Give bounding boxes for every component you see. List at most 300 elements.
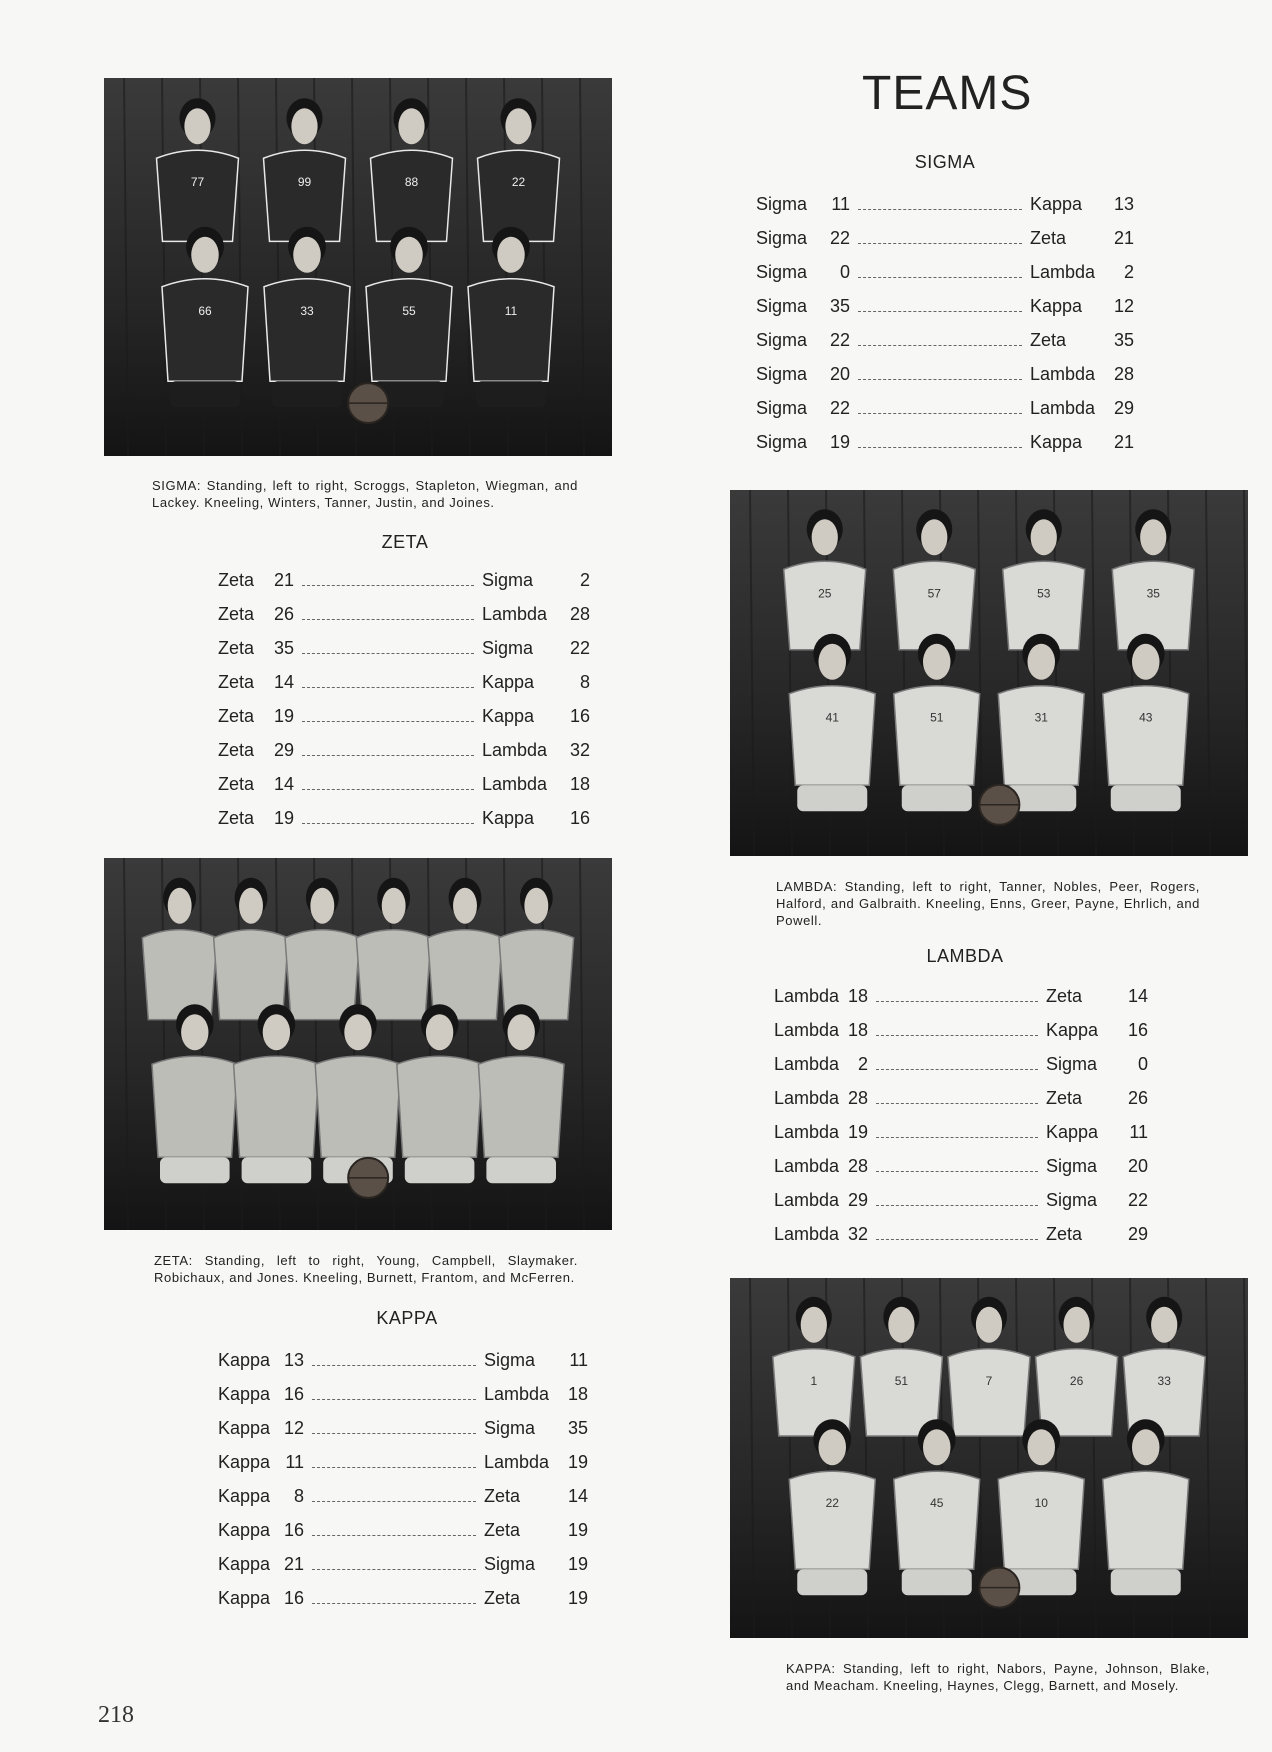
dotted-leader: [302, 643, 474, 654]
team-name: Kappa: [218, 1418, 271, 1438]
dotted-leader: [312, 1559, 476, 1570]
team-name: Lambda: [774, 1224, 840, 1244]
face: [293, 237, 321, 273]
dotted-leader: [876, 1093, 1038, 1104]
score-row: [218, 638, 598, 672]
dotted-leader: [858, 403, 1022, 414]
legs: [170, 381, 240, 407]
team-score: 26: [273, 604, 294, 624]
opponent-name: Sigma: [1046, 1054, 1098, 1074]
jersey-number: 31: [1034, 710, 1048, 725]
opponent-score: 28: [569, 604, 590, 624]
opponent-score: 20: [1127, 1156, 1148, 1176]
face: [344, 1014, 371, 1050]
dotted-leader: [302, 711, 474, 722]
score-row: [218, 1486, 598, 1520]
jersey-number: 1: [810, 1373, 818, 1388]
team-score: 19: [847, 1122, 868, 1142]
legs: [902, 785, 972, 811]
opponent-name: Kappa: [482, 706, 535, 726]
dotted-leader: [876, 1025, 1038, 1036]
face: [818, 1429, 846, 1465]
team-score: 32: [847, 1224, 868, 1244]
sigma-heading: SIGMA: [914, 152, 976, 172]
opponent-name: Sigma: [484, 1418, 536, 1438]
team-score: 18: [847, 986, 868, 1006]
opponent-score: 19: [567, 1520, 588, 1540]
score-row: [218, 740, 598, 774]
page-title: TEAMS: [862, 67, 1033, 120]
face: [453, 888, 477, 924]
dotted-leader: [858, 267, 1022, 278]
face: [1132, 1429, 1160, 1465]
jersey: [478, 150, 560, 241]
face: [923, 644, 951, 680]
jersey-number: 51: [930, 710, 944, 725]
score-row: [774, 1224, 1154, 1258]
team-score: 28: [847, 1156, 868, 1176]
kappa-team-photo: [730, 1278, 1248, 1638]
score-row: [774, 1088, 1154, 1122]
lambda-caption: LAMBDA: Standing, left to right, Tanner, Nobles, Peer, Rogers, Halford, and Galbraith. Kneeling, Enns, Greer, Payne, Ehrlich, and Powell.: [776, 879, 1200, 928]
opponent-name: Zeta: [484, 1520, 521, 1540]
face: [168, 888, 192, 924]
opponent-score: 19: [567, 1452, 588, 1472]
opponent-score: 11: [569, 1350, 588, 1370]
score-row: [218, 1350, 598, 1384]
opponent-score: 32: [569, 740, 590, 760]
zeta-team-photo: [104, 858, 612, 1230]
face: [1132, 644, 1160, 680]
score-row: [218, 672, 598, 706]
score-row: [756, 364, 1136, 398]
team-score: 29: [273, 740, 294, 760]
score-row: [756, 228, 1136, 262]
jersey: [397, 1056, 483, 1157]
dotted-leader: [876, 1059, 1038, 1070]
face: [812, 519, 838, 555]
score-row: [218, 706, 598, 740]
opponent-name: Sigma: [1046, 1156, 1098, 1176]
sigma-team-photo: [104, 78, 612, 456]
face: [291, 108, 317, 144]
lambda-heading: LAMBDA: [926, 946, 1004, 966]
opponent-score: 22: [569, 638, 590, 658]
dotted-leader: [312, 1389, 476, 1400]
legs: [1111, 1569, 1181, 1595]
score-row: [756, 398, 1136, 432]
jersey-number: 55: [402, 303, 416, 318]
team-score: 35: [829, 296, 850, 316]
team-score: 8: [293, 1486, 304, 1506]
team-name: Kappa: [218, 1520, 271, 1540]
face: [310, 888, 334, 924]
legs: [797, 785, 867, 811]
opponent-score: 11: [1129, 1122, 1148, 1142]
opponent-name: Sigma: [484, 1554, 536, 1574]
team-score: 19: [273, 808, 294, 828]
score-row: [774, 986, 1154, 1020]
team-name: Lambda: [774, 986, 840, 1006]
team-name: Kappa: [218, 1350, 271, 1370]
team-score: 20: [829, 364, 850, 384]
lambda-team-photo: [730, 490, 1248, 856]
dotted-leader: [312, 1355, 476, 1366]
team-name: Lambda: [774, 1088, 840, 1108]
face: [426, 1014, 453, 1050]
team-score: 22: [829, 398, 850, 418]
jersey: [1103, 1471, 1189, 1569]
dotted-leader: [876, 991, 1038, 1002]
team-score: 13: [283, 1350, 304, 1370]
jersey-number: 88: [404, 175, 419, 190]
opponent-score: 19: [567, 1588, 588, 1608]
jersey-number: 22: [511, 175, 526, 190]
dotted-leader: [858, 199, 1022, 210]
score-row: [218, 1384, 598, 1418]
face: [184, 108, 210, 144]
jersey-number: 33: [300, 303, 314, 318]
face: [239, 888, 263, 924]
opponent-score: 14: [567, 1486, 588, 1506]
team-score: 18: [847, 1020, 868, 1040]
dotted-leader: [858, 369, 1022, 380]
dotted-leader: [876, 1161, 1038, 1172]
score-row: [774, 1156, 1154, 1190]
opponent-name: Lambda: [482, 740, 548, 760]
team-name: Zeta: [218, 706, 255, 726]
jersey-number: 99: [297, 175, 312, 190]
jersey-number: 57: [927, 586, 941, 601]
legs: [902, 1569, 972, 1595]
jersey: [478, 1056, 564, 1157]
jersey-number: 22: [825, 1496, 839, 1511]
team-score: 21: [283, 1554, 304, 1574]
face: [921, 519, 947, 555]
team-name: Sigma: [756, 262, 808, 282]
jersey-number: 45: [930, 1496, 944, 1511]
jersey: [499, 930, 574, 1020]
dotted-leader: [312, 1423, 476, 1434]
score-row: [774, 1190, 1154, 1224]
jersey: [948, 1349, 1030, 1436]
legs: [1111, 785, 1181, 811]
opponent-name: Sigma: [482, 638, 534, 658]
legs: [486, 1157, 556, 1183]
kappa-heading: KAPPA: [376, 1308, 438, 1328]
face: [1151, 1307, 1177, 1343]
score-row: [756, 262, 1136, 296]
opponent-score: 22: [1127, 1190, 1148, 1210]
team-name: Zeta: [218, 774, 255, 794]
jersey: [162, 279, 248, 382]
team-score: 35: [273, 638, 294, 658]
opponent-name: Sigma: [1046, 1190, 1098, 1210]
opponent-score: 16: [569, 808, 590, 828]
opponent-score: 29: [1113, 398, 1134, 418]
opponent-score: 0: [1137, 1054, 1148, 1074]
score-row: [756, 194, 1136, 228]
opponent-name: Zeta: [1046, 1224, 1083, 1244]
opponent-score: 18: [569, 774, 590, 794]
team-score: 2: [857, 1054, 868, 1074]
dotted-leader: [302, 609, 474, 620]
score-row: [756, 296, 1136, 330]
dotted-leader: [302, 745, 474, 756]
opponent-name: Kappa: [1030, 432, 1083, 452]
legs: [476, 381, 546, 407]
kappa-score-list: [218, 1350, 598, 1622]
team-name: Zeta: [218, 604, 255, 624]
jersey-number: 35: [1146, 586, 1160, 601]
opponent-name: Lambda: [1030, 364, 1096, 384]
jersey-number: 66: [198, 303, 212, 318]
legs: [797, 1569, 867, 1595]
jersey: [356, 930, 431, 1020]
opponent-score: 21: [1113, 432, 1134, 452]
jersey: [894, 686, 980, 786]
team-name: Sigma: [756, 398, 808, 418]
dotted-leader: [302, 779, 474, 790]
dotted-leader: [858, 233, 1022, 244]
jersey: [789, 686, 875, 786]
jersey-number: 53: [1037, 586, 1051, 601]
dotted-leader: [876, 1229, 1038, 1240]
jersey: [234, 1056, 320, 1157]
dotted-leader: [302, 575, 474, 586]
opponent-name: Lambda: [1030, 262, 1096, 282]
face: [524, 888, 548, 924]
opponent-name: Lambda: [484, 1384, 550, 1404]
face: [508, 1014, 535, 1050]
dotted-leader: [858, 437, 1022, 448]
jersey-number: 51: [894, 1373, 909, 1388]
face: [888, 1307, 914, 1343]
zeta-score-list: [218, 570, 598, 842]
opponent-name: Lambda: [482, 774, 548, 794]
jersey: [998, 1471, 1084, 1569]
jersey: [468, 279, 554, 382]
team-score: 16: [283, 1588, 304, 1608]
dotted-leader: [302, 677, 474, 688]
dotted-leader: [858, 335, 1022, 346]
face: [1140, 519, 1166, 555]
score-row: [218, 1418, 598, 1452]
score-row: [218, 1520, 598, 1554]
opponent-name: Kappa: [482, 808, 535, 828]
team-score: 11: [285, 1452, 304, 1472]
team-score: 14: [273, 774, 294, 794]
dotted-leader: [312, 1593, 476, 1604]
dotted-leader: [302, 813, 474, 824]
team-name: Kappa: [218, 1588, 271, 1608]
opponent-name: Zeta: [484, 1588, 521, 1608]
legs: [405, 1157, 475, 1183]
kappa-photo-graphic: [730, 1278, 1248, 1638]
face: [1063, 1307, 1089, 1343]
face: [801, 1307, 827, 1343]
jersey: [315, 1056, 401, 1157]
score-row: [756, 432, 1136, 466]
opponent-name: Lambda: [482, 604, 548, 624]
opponent-score: 35: [1113, 330, 1134, 350]
jersey-number: 10: [1034, 1496, 1048, 1511]
team-name: Lambda: [774, 1122, 840, 1142]
score-row: [774, 1054, 1154, 1088]
team-name: Lambda: [774, 1020, 840, 1040]
jersey: [366, 279, 452, 382]
opponent-name: Zeta: [1030, 228, 1067, 248]
score-row: [218, 808, 598, 842]
team-name: Kappa: [218, 1452, 271, 1472]
face: [263, 1014, 290, 1050]
team-name: Kappa: [218, 1384, 271, 1404]
team-name: Zeta: [218, 808, 255, 828]
jersey: [157, 150, 239, 241]
jersey-number: 25: [818, 586, 832, 601]
opponent-score: 2: [579, 570, 590, 590]
team-score: 22: [829, 330, 850, 350]
opponent-name: Sigma: [484, 1350, 536, 1370]
team-name: Kappa: [218, 1486, 271, 1506]
zeta-photo-graphic: [104, 858, 612, 1230]
team-name: Sigma: [756, 228, 808, 248]
team-score: 0: [839, 262, 850, 282]
face: [976, 1307, 1002, 1343]
jersey-number: 43: [1139, 710, 1153, 725]
jersey: [285, 930, 360, 1020]
opponent-name: Kappa: [1030, 194, 1083, 214]
face: [1027, 644, 1055, 680]
opponent-score: 14: [1127, 986, 1148, 1006]
team-name: Zeta: [218, 570, 255, 590]
kappa-caption: KAPPA: Standing, left to right, Nabors, Payne, Johnson, Blake, and Meacham. Kneeling, Haynes, Clegg, Barnett, and Mosely.: [786, 1661, 1210, 1693]
score-row: [218, 1554, 598, 1588]
team-name: Lambda: [774, 1190, 840, 1210]
face: [1031, 519, 1057, 555]
jersey-number: 11: [504, 303, 518, 318]
opponent-score: 16: [1127, 1020, 1148, 1040]
opponent-score: 35: [567, 1418, 588, 1438]
jersey-number: 7: [985, 1373, 993, 1388]
jersey-number: 33: [1157, 1373, 1171, 1388]
jersey: [894, 1471, 980, 1569]
face: [923, 1429, 951, 1465]
team-score: 19: [273, 706, 294, 726]
jersey-number: 26: [1069, 1373, 1084, 1388]
face: [818, 644, 846, 680]
team-name: Zeta: [218, 638, 255, 658]
face: [505, 108, 531, 144]
legs: [242, 1157, 312, 1183]
opponent-score: 18: [567, 1384, 588, 1404]
team-score: 16: [283, 1384, 304, 1404]
opponent-score: 19: [567, 1554, 588, 1574]
opponent-name: Zeta: [1030, 330, 1067, 350]
jersey: [264, 279, 350, 382]
team-name: Zeta: [218, 672, 255, 692]
team-name: Sigma: [756, 330, 808, 350]
team-score: 11: [831, 194, 850, 214]
team-name: Lambda: [774, 1054, 840, 1074]
jersey: [1103, 686, 1189, 786]
score-row: [218, 604, 598, 638]
zeta-caption: ZETA: Standing, left to right, Young, Campbell, Slaymaker. Robichaux, and Jones. Kneeling, Burnett, Frantom, and McFerren.: [154, 1253, 578, 1285]
opponent-score: 13: [1113, 194, 1134, 214]
opponent-score: 21: [1113, 228, 1134, 248]
opponent-name: Lambda: [1030, 398, 1096, 418]
face: [181, 1014, 208, 1050]
jersey-number: 41: [825, 710, 839, 725]
team-score: 22: [829, 228, 850, 248]
face: [398, 108, 424, 144]
opponent-score: 2: [1123, 262, 1134, 282]
score-row: [218, 774, 598, 808]
opponent-name: Zeta: [1046, 986, 1083, 1006]
team-score: 12: [283, 1418, 304, 1438]
opponent-score: 8: [579, 672, 590, 692]
team-name: Kappa: [218, 1554, 271, 1574]
opponent-score: 29: [1127, 1224, 1148, 1244]
team-score: 29: [847, 1190, 868, 1210]
opponent-score: 26: [1127, 1088, 1148, 1108]
opponent-score: 16: [569, 706, 590, 726]
dotted-leader: [858, 301, 1022, 312]
team-score: 28: [847, 1088, 868, 1108]
opponent-name: Kappa: [1046, 1020, 1099, 1040]
score-row: [218, 1452, 598, 1486]
dotted-leader: [312, 1525, 476, 1536]
jersey-number: 77: [190, 175, 205, 190]
dotted-leader: [312, 1491, 476, 1502]
zeta-heading: ZETA: [381, 532, 429, 552]
team-name: Lambda: [774, 1156, 840, 1176]
opponent-name: Kappa: [1046, 1122, 1099, 1142]
face: [191, 237, 219, 273]
opponent-name: Sigma: [482, 570, 534, 590]
team-score: 16: [283, 1520, 304, 1540]
opponent-name: Kappa: [1030, 296, 1083, 316]
sigma-score-list: [756, 194, 1136, 466]
jersey: [998, 686, 1084, 786]
face: [1027, 1429, 1055, 1465]
opponent-name: Zeta: [484, 1486, 521, 1506]
sigma-photo-graphic: [104, 78, 612, 456]
face: [382, 888, 406, 924]
sigma-caption: SIGMA: Standing, left to right, Scroggs, Stapleton, Wiegman, and Lackey. Kneeling, Winters, Tanner, Justin, and Joines.: [152, 478, 578, 510]
team-score: 14: [273, 672, 294, 692]
team-name: Sigma: [756, 432, 808, 452]
dotted-leader: [876, 1195, 1038, 1206]
opponent-score: 12: [1113, 296, 1134, 316]
score-row: [774, 1122, 1154, 1156]
team-score: 21: [273, 570, 294, 590]
team-name: Sigma: [756, 194, 808, 214]
opponent-name: Lambda: [484, 1452, 550, 1472]
team-name: Sigma: [756, 364, 808, 384]
score-row: [218, 570, 598, 604]
legs: [272, 381, 342, 407]
face: [395, 237, 423, 273]
lambda-photo-graphic: [730, 490, 1248, 856]
legs: [160, 1157, 230, 1183]
jersey: [789, 1471, 875, 1569]
dotted-leader: [312, 1457, 476, 1468]
dotted-leader: [876, 1127, 1038, 1138]
score-row: [774, 1020, 1154, 1054]
score-row: [218, 1588, 598, 1622]
opponent-score: 28: [1113, 364, 1134, 384]
